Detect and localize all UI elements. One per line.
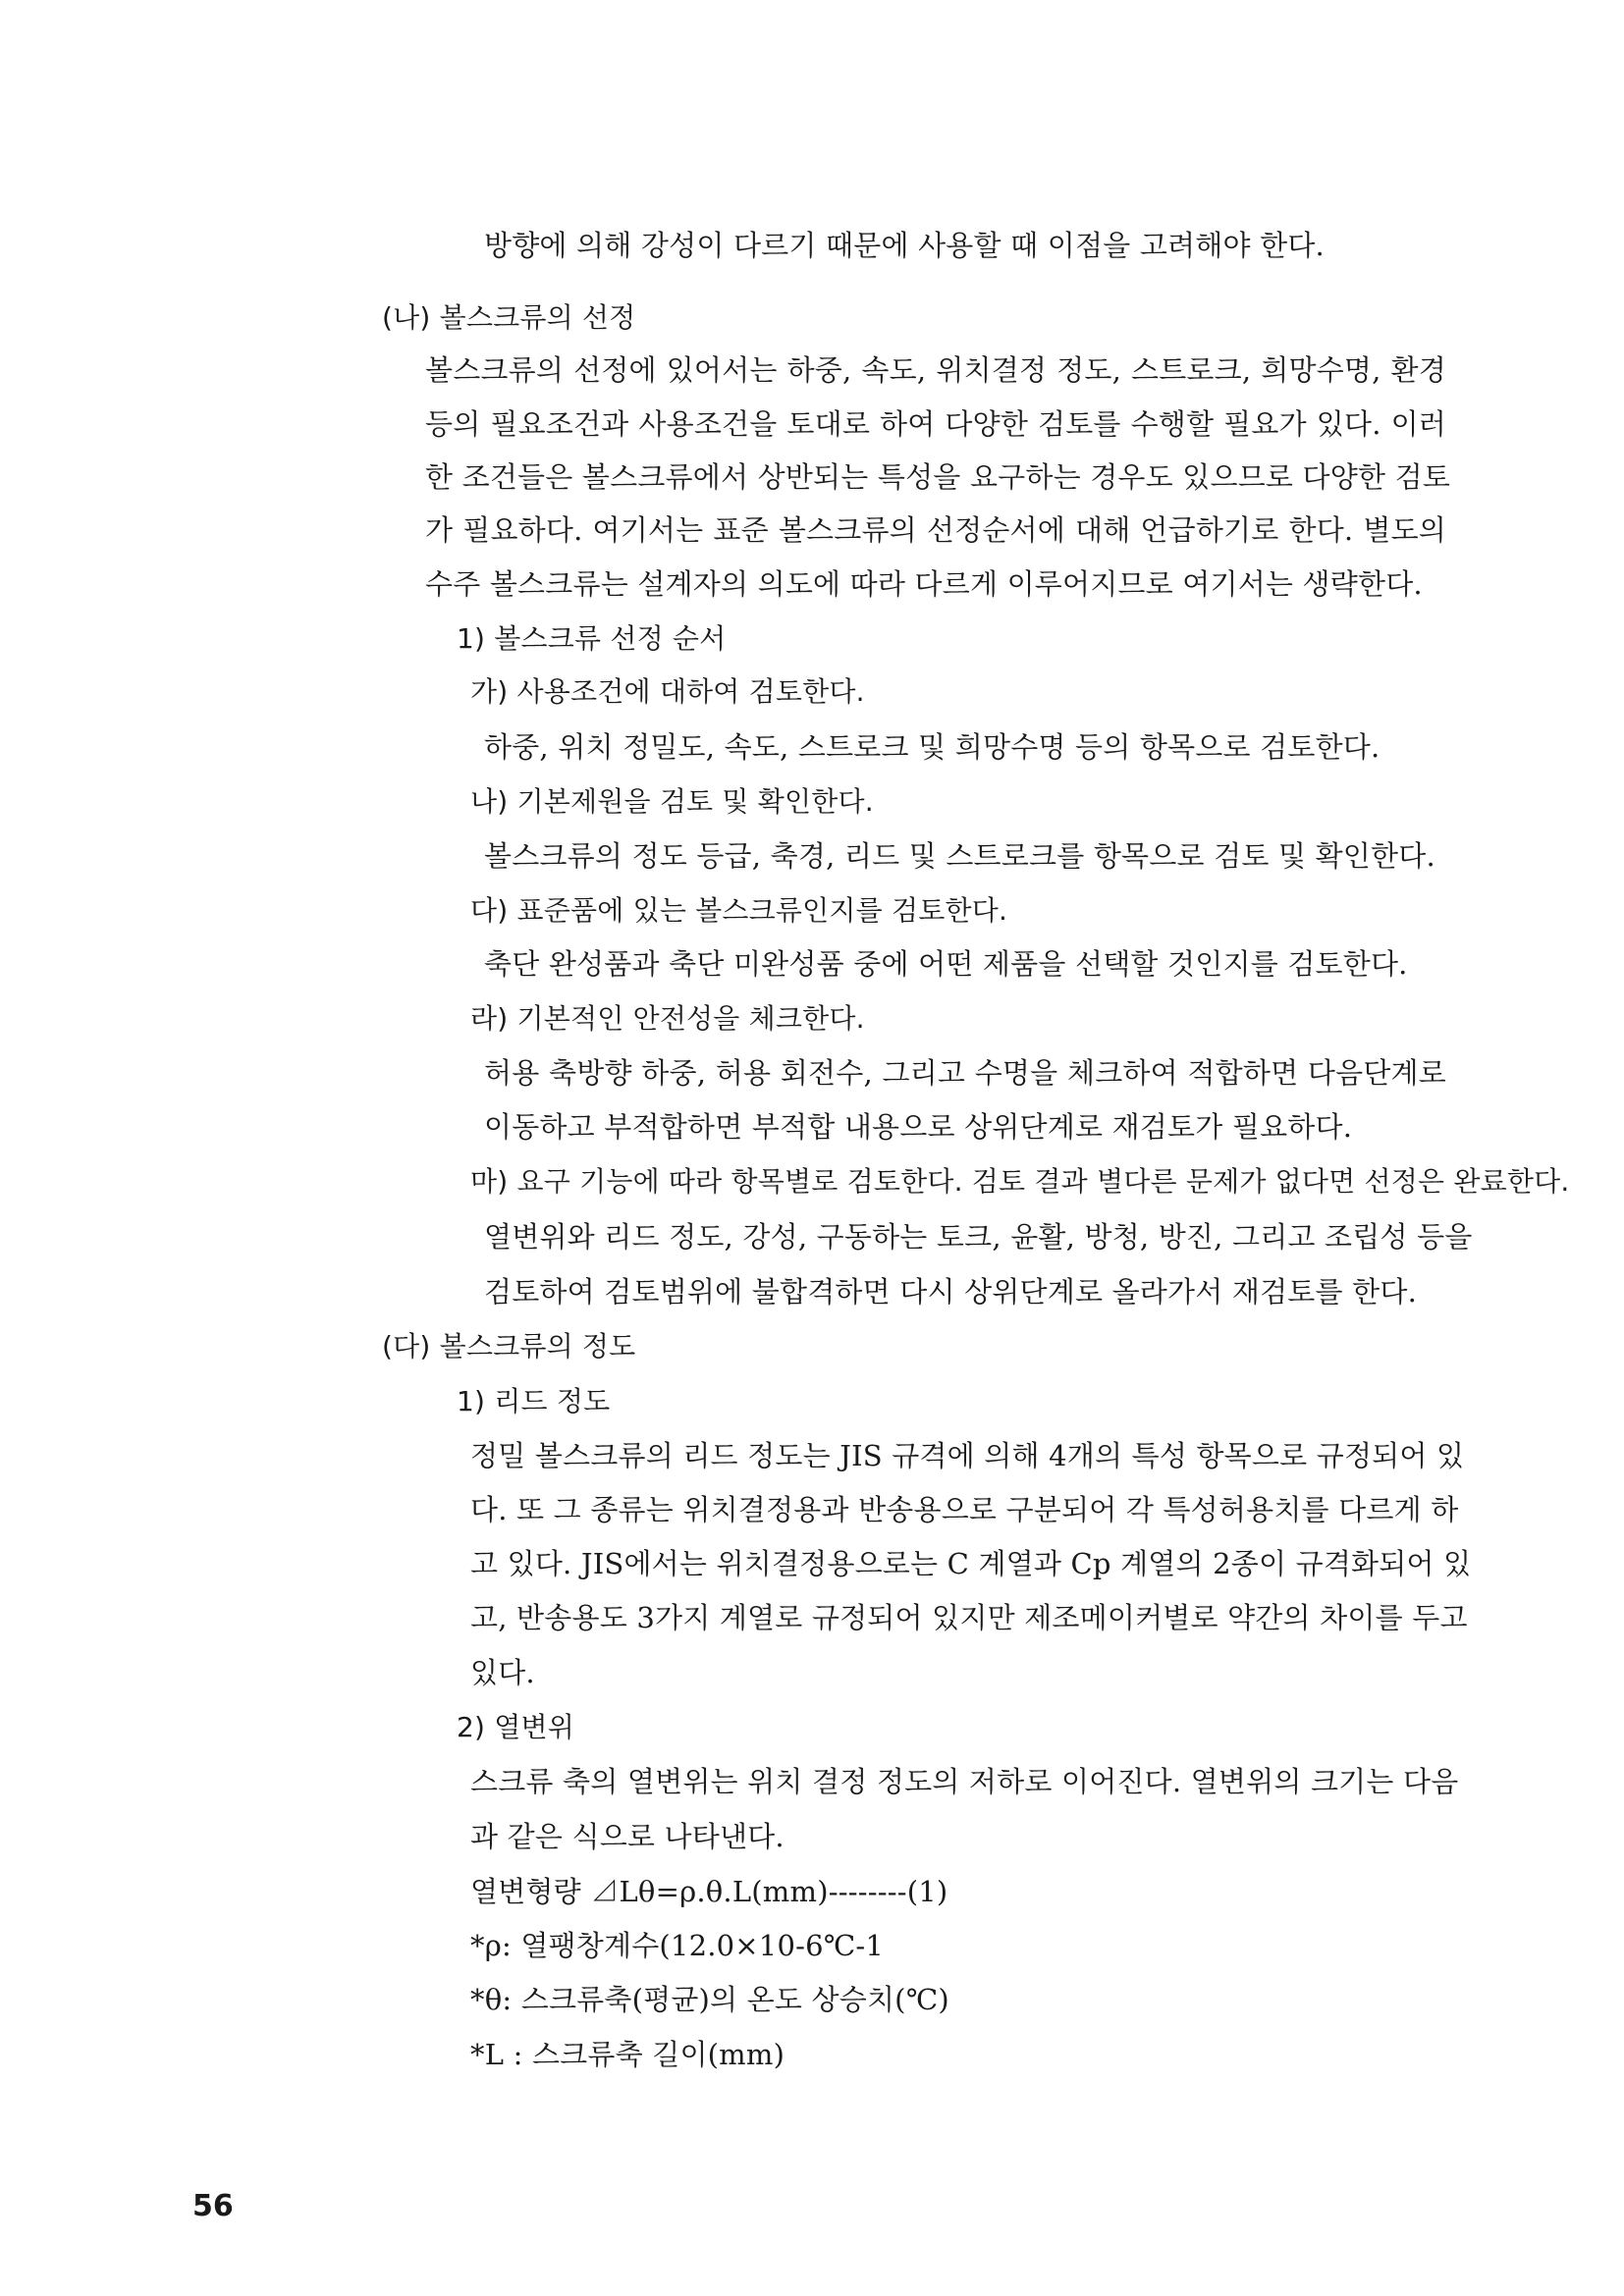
text-line: 축단 완성품과 축단 미완성품 중에 어떤 제품을 선택할 것인지를 검토한다. [484,947,1408,981]
text-line: 검토하여 검토범위에 불합격하면 다시 상위단계로 올라가서 재검토를 한다. [484,1275,1417,1308]
text-line: 있다. [470,1656,535,1689]
text-line: 열변위와 리드 정도, 강성, 구동하는 토크, 윤활, 방청, 방진, 그리고 조립성 등을 [484,1220,1473,1254]
text-line: 허용 축방향 하중, 허용 회전수, 그리고 수명을 체크하여 적합하면 다음단계로 [484,1056,1446,1090]
text-line: 하중, 위치 정밀도, 속도, 스트로크 및 희망수명 등의 항목으로 검토한다. [484,730,1380,764]
text-line: 등의 필요조건과 사용조건을 토대로 하여 다양한 검토를 수행할 필요가 있다. 이러 [425,407,1446,441]
text-line: 다. 또 그 종류는 위치결정용과 반송용으로 구분되어 각 특성허용치를 다르게 하 [470,1493,1459,1526]
text-line: 스크류 축의 열변위는 위치 결정 정도의 저하로 이어진다. 열변위의 크기는 다음 [470,1765,1459,1798]
text-line: 고, 반송용도 3가지 계열로 규정되어 있지만 제조메이커별로 약간의 차이를 두고 [470,1601,1468,1634]
text-line: 한 조건들은 볼스크류에서 상반되는 특성을 요구하는 경우도 있으므로 다양한 검토 [425,460,1451,494]
text-line: 가 필요하다. 여기서는 표준 볼스크류의 선정순서에 대해 언급하기로 한다. 별도의 [425,513,1446,547]
text-line: 정밀 볼스크류의 리드 정도는 JIS 규격에 의해 4개의 특성 항목으로 규정되어 있 [470,1439,1465,1472]
text-line: *ρ: 열팽창계수(12.0×10-6℃-1 [470,1929,885,1962]
heading-line: 나) 기본제원을 검토 및 확인한다. [470,785,874,818]
heading-line: 2) 열변위 [457,1711,574,1743]
text-line: 수주 볼스크류는 설계자의 의도에 따라 다르게 이루어지므로 여기서는 생략한다. [425,567,1423,601]
text-line: 열변형량 ⊿Lθ=ρ.θ.L(mm)--------(1) [470,1875,948,1908]
heading-line: 마) 요구 기능에 따라 항목별로 검토한다. 검토 결과 별다른 문제가 없다면 선정은 완료한다. [470,1165,1570,1198]
heading-line: (나) 볼스크류의 선정 [382,301,636,334]
heading-line: 라) 기본적인 안전성을 체크한다. [470,1002,865,1035]
text-line: 과 같은 식으로 나타낸다. [470,1820,785,1853]
heading-line: 1) 볼스크류 선정 순서 [457,622,727,655]
heading-line: 1) 리드 정도 [457,1385,611,1417]
text-line: 볼스크류의 선정에 있어서는 하중, 속도, 위치결정 정도, 스트로크, 희망수명, 환경 [425,353,1446,387]
heading-line: 가) 사용조건에 대하여 검토한다. [470,675,865,708]
text-line: *L : 스크류축 길이(mm) [470,2038,785,2071]
heading-line: (다) 볼스크류의 정도 [382,1330,636,1362]
text-line: 방향에 의해 강성이 다르기 때문에 사용할 때 이점을 고려해야 한다. [484,229,1325,262]
page-number: 56 [192,2189,234,2223]
text-line: 이동하고 부적합하면 부적합 내용으로 상위단계로 재검토가 필요하다. [484,1110,1353,1144]
text-line: 고 있다. JIS에서는 위치결정용으로는 C 계열과 Cp 계열의 2종이 규격화되어 있 [470,1547,1472,1580]
heading-line: 다) 표준품에 있는 볼스크류인지를 검토한다. [470,894,1008,927]
text-line: *θ: 스크류축(평균)의 온도 상승치(℃) [470,1983,949,2016]
text-line: 볼스크류의 정도 등급, 축경, 리드 및 스트로크를 항목으로 검토 및 확인한다. [484,839,1435,873]
